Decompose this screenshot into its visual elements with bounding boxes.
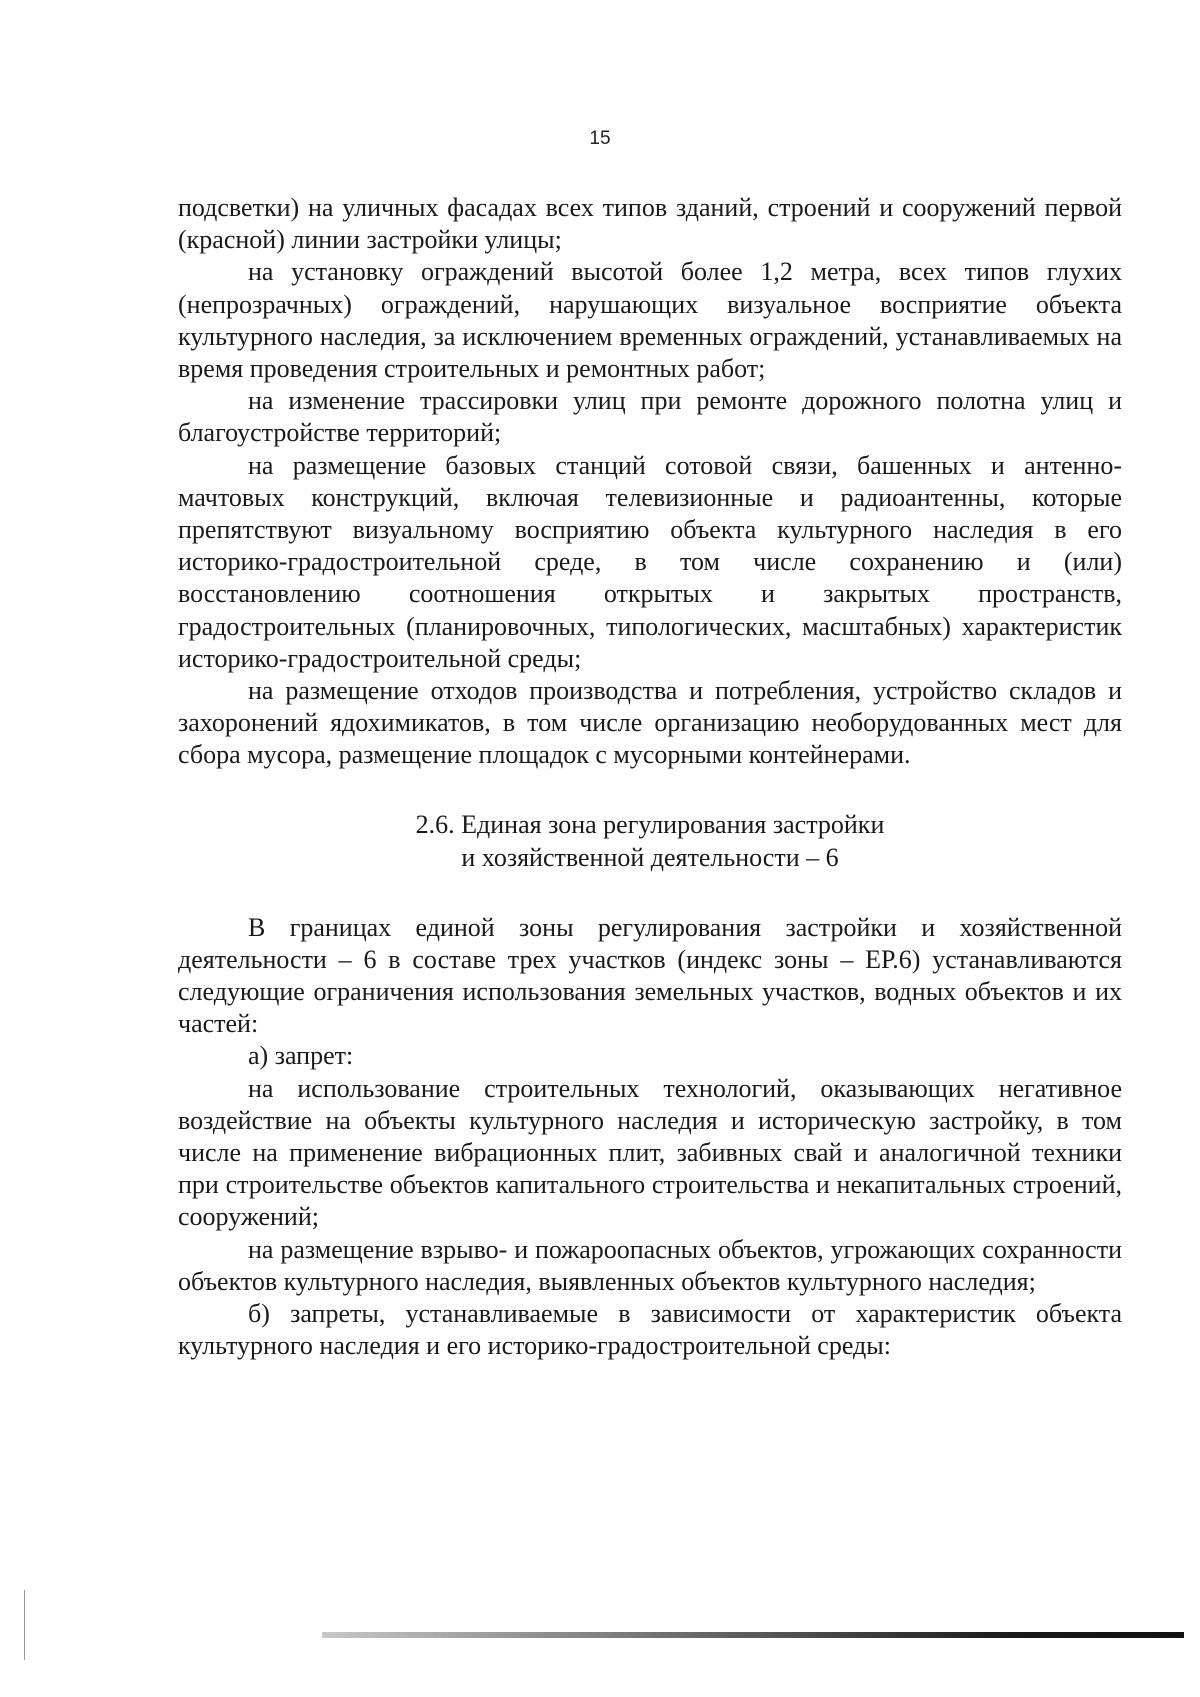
- paragraph: на размещение отходов производства и потребления, устройство складов и захоронений ядохимикатов, в том числе организацию необорудованных мест для сбора мусора, размещение площадок с мусорными контейнерами.: [178, 676, 1122, 770]
- paragraph: б) запреты, устанавливаемые в зависимости от характеристик объекта культурного наследия и его историко-градостроительной среды:: [178, 1299, 1122, 1361]
- paragraph: на размещение базовых станций сотовой связи, башенных и антенно-мачтовых конструкций, включая телевизионные и радиоантенны, которые препятствуют визуальному восприятию объекта культурного наследия в его историко-градостроительной среде, в том числе сохранению и (или) восстановлению соотношения открытых и закрытых пространств, градостроительных (планировочных, типологических, масштабных) характеристик историко-градостроительной среды;: [178, 450, 1122, 673]
- paragraph: а) запрет:: [248, 1041, 354, 1071]
- paragraph: на размещение взрыво- и пожароопасных объектов, угрожающих сохранности объектов культурного наследия, выявленных объектов культурного наследия;: [178, 1234, 1122, 1296]
- scan-margin-mark: [24, 1590, 25, 1660]
- section-heading-line: и хозяйственной деятельности – 6: [461, 842, 839, 872]
- paragraph: на использование строительных технологий, оказывающих негативное воздействие на объекты культурного наследия и историческую застройку, в том числе на применение вибрационных плит, забивных свай и аналогичной техники при строительстве объектов капитального строительства и некапитальных строений, сооружений;: [178, 1073, 1122, 1232]
- section-heading: [178, 808, 1122, 874]
- scan-bottom-rule: [322, 1632, 1184, 1638]
- paragraph: на установку ограждений высотой более 1,2 метра, всех типов глухих (непрозрачных) ограждений, нарушающих визуальное восприятие объекта культурного наследия, за исключением временных ограждений, устанавливаемых на время проведения строительных и ремонтных работ;: [178, 257, 1122, 384]
- page-number: 15: [589, 128, 611, 149]
- section-heading-line: 2.6. Единая зона регулирования застройки: [415, 809, 885, 839]
- paragraph: подсветки) на уличных фасадах всех типов зданий, строений и сооружений первой (красной) линии застройки улицы;: [178, 193, 1122, 255]
- paragraph: В границах единой зоны регулирования застройки и хозяйственной деятельности – 6 в составе трех участков (индекс зоны – ЕР.6) устанавливаются следующие ограничения использования земельных участков, водных объектов и их частей:: [178, 912, 1122, 1039]
- paragraph: на изменение трассировки улиц при ремонте дорожного полотна улиц и благоустройстве территорий;: [178, 386, 1122, 448]
- document-body: [178, 192, 1122, 1363]
